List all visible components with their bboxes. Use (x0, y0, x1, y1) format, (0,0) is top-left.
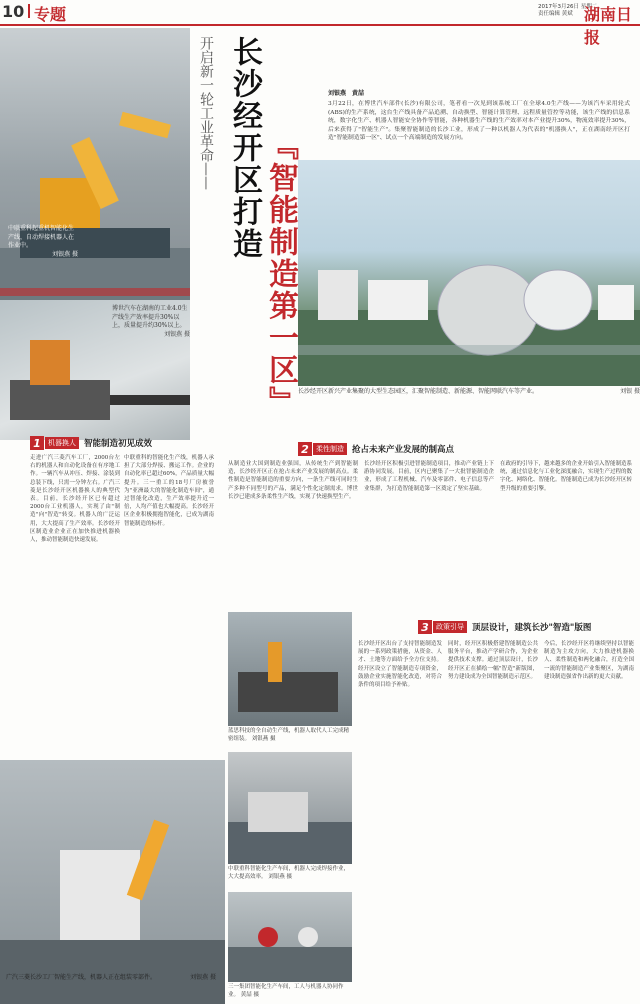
middle-caption-2: 中联重科智能化生产车间，机器人完成焊接作业，大大提高效率。 刘银燕 摄 (228, 866, 350, 880)
left-top-caption: 中联重科起重机智能化生产线，自动焊接机器人在作业中。 刘银燕 摄 (8, 225, 78, 258)
section-3-header (418, 620, 591, 634)
section-3-title: 顶层设计，建筑长沙"智造"版图 (472, 623, 592, 633)
section-3-column-c: 今后，长沙经开区将继续坚持以智能制造为主攻方向，大力推进机器换人、柔性制造和两化融合，打造全国一流的智能制造产业集聚区，为湖南建设制造强省作出新的更大贡献。 (544, 641, 634, 680)
section-2-column-c: 在政府的引导下，越来越多的企业开始引入智能制造系统，通过信息化与工业化深度融合，实现生产过程的数字化、网络化、智能化。智能制造已成为长沙经开区转型升级的重要引擎。 (500, 461, 632, 492)
welding-workshop-illustration (228, 752, 352, 864)
middle-caption-3: 三一集团智能化生产车间，工人与机器人协同作业。 黄喆 摄 (228, 984, 344, 998)
header-divider (28, 4, 30, 18)
section-2-column-b: 长沙经开区积极引进智能制造项目，推动产业链上下游协同发展。目前，区内已聚集了一大批智能制造企业，形成了工程机械、汽车及零部件、电子信息等产业集群，为打造智能制造第一区奠定了坚实基础。 (364, 461, 494, 492)
assembly-robot-illustration (0, 760, 225, 1004)
section-2-number: 2 (298, 442, 312, 456)
workers-robots-illustration (228, 892, 352, 982)
bottom-left-caption: 广汽三菱长沙工厂智能生产线，机器人正在组装零部件。 刘银燕 摄 (6, 974, 216, 981)
middle-photo-2 (228, 752, 352, 864)
masthead-logo: 湖南日报 (584, 5, 633, 47)
section-label: 专题 (34, 5, 67, 24)
bottom-left-photo (0, 760, 225, 1004)
center-photo (298, 160, 640, 386)
section-2-header (298, 442, 454, 456)
middle-photo-3 (228, 892, 352, 982)
section-2-title: 抢占未来产业发展的制高点 (352, 445, 455, 455)
section-1-label: 机器换人 (45, 437, 79, 449)
section-1-number: 1 (30, 436, 44, 450)
center-credit: 刘银 摄 (620, 388, 640, 395)
left-mid-credit: 刘银燕 摄 (164, 330, 190, 338)
section-1-column-a: 走进广汽三菱汽车工厂，2000台左右的机器人和自动化设备在有序地工作。一辆汽车从冲压、焊接、涂装到总装下线，只需一分钟左右。广汽三菱是长沙经开区机器换人的典型代表。目前，长沙经开区已有超过2000台工业机器人，实现了由"制造"向"智造"转变。机器人的广泛运用，大大提高了生产效率。长沙经开区制造业企业正在加快推进机器换人，推动智能制造快速发展。 (30, 455, 120, 544)
middle-credit-2: 刘银燕 摄 (268, 873, 293, 880)
section-1-header (30, 436, 152, 450)
header-editor: 责任编辑 黄斌 (538, 11, 573, 17)
middle-photo-1 (228, 612, 352, 726)
page-number: 10 (2, 2, 25, 21)
center-caption: 长沙经开区新兴产业集聚的大型生态园区，汇聚智能制造、新能源、智能网联汽车等产业。 刘银 摄 (298, 388, 640, 395)
left-top-credit: 刘银燕 摄 (52, 250, 78, 258)
left-mid-caption: 博世汽车在湖南的工业4.0生产线生产效率提升30%以上，质量提升约30%以上。 刘银燕 摄 (112, 305, 190, 338)
section-1-column-b: 中联重科的智能化生产线，机器人承担了大部分焊接、搬运工作。企业的自动化率已超过60%，产品质量大幅提升。三一重工的18号厂房被誉为"亚洲最大的智能化制造车间"，通过智能化改造，生产效率提升近一倍，人均产值也大幅提高。长沙经开区企业积极拥抱智能化，已成为湖南智能制造的标杆。 (124, 455, 214, 527)
section-1-title: 智能制造初见成效 (84, 439, 153, 449)
section-2-column-a: 从制造业大国到制造业强国，从传统生产到智能制造，长沙经开区正在抢占未来产业发展的制高点。柔性制造是智能制造的重要方向，一条生产线可同时生产多种不同型号的产品，满足个性化定制需求。博世长沙已建成多条柔性生产线，实现了快速换型生产。 (228, 461, 358, 500)
section-2-label: 柔性制造 (313, 443, 347, 455)
precision-assembly-illustration (228, 612, 352, 726)
lead-paragraph: 3月22日，在博世汽车部件(长沙)有限公司，笔者看一次见到该系统工厂在全球4.0生产线——为该汽车采用轮式(ABS)的生产系统，这台生产线具备产品追溯、自动换型、智能计算管理、远程质量管控等功能，该生产线的信息系统，数字化生产、机器人智能安全协作等智能，各种机器生产线的生产效率对本产业提升30%，物流效率提升30%，后来获得了"智能生产"。集聚智能制造的长沙工业，形成了一种以机器人为代表的"机器换人"，正在湖南经开区打造"智能制造第一区"、试点一个高端制造的发展方向。 (328, 101, 630, 141)
middle-credit-1: 刘银燕 摄 (251, 735, 276, 742)
headline-title-2: 『智能制造第一区』 (263, 130, 298, 418)
middle-credit-3: 黄喆 摄 (240, 991, 260, 998)
bottom-left-credit: 刘银燕 摄 (190, 974, 216, 981)
industrial-park-illustration (298, 160, 640, 386)
section-3-column-a: 长沙经开区出台了支持智能制造发展的一系列政策措施，从资金、人才、土地等方面给予全方位支持。经开区设立了智能制造专项资金，鼓励企业实施智能化改造，对符合条件的项目给予补贴。 (358, 641, 442, 689)
section-3-column-b: 同时，经开区积极搭建智能制造公共服务平台，推动产学研合作，为企业提供技术支撑。通过顶层设计，长沙经开区正在描绘一幅"智造"新版图，努力建设成为全国智能制造示范区。 (448, 641, 538, 680)
middle-caption-1: 蓝思科技的全自动生产线，机器人取代人工完成精密组装。 刘银燕 摄 (228, 728, 350, 742)
section-3-label: 政策引导 (433, 621, 467, 633)
header-date: 2017年3月26日 星期二 (538, 4, 598, 10)
page-header (0, 0, 640, 22)
headline-kicker: 开启新一轮工业革命—— (198, 36, 214, 190)
headline-title-1: 长沙经开区打造 (227, 36, 262, 260)
section-3-number: 3 (418, 620, 432, 634)
header-rule (0, 24, 640, 26)
byline: 刘银燕 黄喆 (328, 90, 365, 97)
